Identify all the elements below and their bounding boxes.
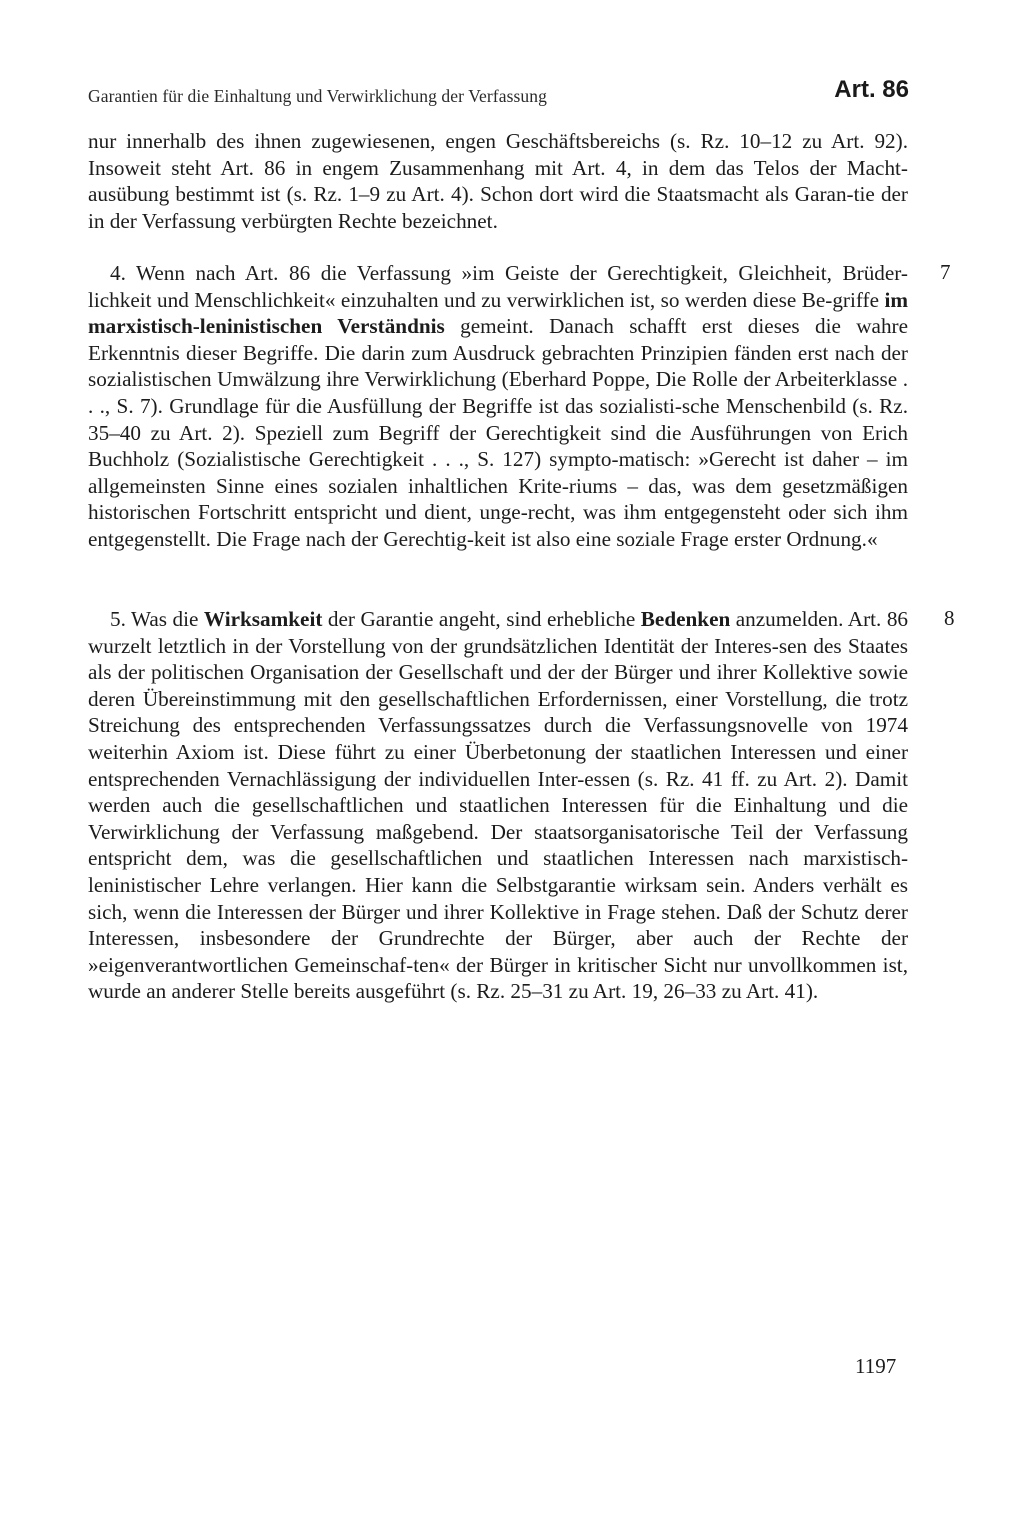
margin-number-7: 7 [940,260,951,284]
text-segment: 5. Was die [110,607,204,631]
running-head: Garantien für die Einhaltung und Verwirklichung der Verfassung [88,86,547,106]
paragraph-text [88,128,908,234]
emphasis-text: im marxistisch-leninistischen Verständnis [88,287,908,339]
article-label: Art. 86 [834,76,909,103]
emphasis-text: Wirksamkeit [203,607,323,631]
emphasis-text: Bedenken [640,607,731,631]
text-segment: der Garantie angeht, sind erhebliche [322,607,641,631]
page-number: 1197 [855,1354,897,1378]
paragraph-text [88,606,908,1005]
text-segment: nur innerhalb des ihnen zugewiesenen, engen Geschäftsbereichs (s. Rz. 10–12 zu Art. 92). Insoweit steht Art. 86 in engem Zusammenhang mit Art. 4, in dem das Telos der Macht-ausübung bestimmt ist (s. Rz. 1–9 zu Art. 4). Schon dort wird die Staatsmacht als Garan-tie der in der Verfassung verbürgten Rechte bezeichnet. [88,129,908,233]
paragraph-continued [88,128,908,234]
text-segment: anzumelden. Art. 86 wurzelt letztlich in der Vorstellung von der grundsätzlichen Identität der Interes-sen des Staates als der politischen Organisation der Gesellschaft und der der Bürger und ihrer Kollektive sowie deren Übereinstimmung mit den gesellschaftlichen Erfordernissen, einer Vorstellung, die trotz Streichung des entsprechenden Verfassungssatzes durch die Verfassungsnovelle von 1974 weiterhin Axiom ist. Diese führt zu einer Überbetonung der staatlichen Interessen und einer entsprechenden Vernachlässigung der individuellen Inter-essen (s. Rz. 41 ff. zu Art. 2). Damit werden auch die gesellschaftlichen und staatlichen Interessen für die Einhaltung und die Verwirklichung der Verfassung maßgebend. Der staatsorganisatorische Teil der Verfassung entspricht dem, was die gesellschaftlichen und staatlichen Interessen nach marxistisch-leninistischer Lehre verlangen. Hier kann die Selbstgarantie wirksam sein. Anders verhält es sich, wenn die Interessen der Bürger und ihrer Kollektive in Frage stehen. Daß der Schutz derer Interessen, insbesondere der Grundrechte der Bürger, aber auch der Rechte der »eigenverantwortlichen Gemeinschaf-ten« der Bürger in kritischer Sicht nur unvollkommen ist, wurde an anderer Stelle bereits ausgeführt (s. Rz. 25–31 zu Art. 19, 26–33 zu Art. 41). [88,607,909,1004]
paragraph-4 [88,260,908,553]
paragraph-5 [88,606,908,1005]
margin-number-8: 8 [944,606,955,630]
text-segment: 4. Wenn nach Art. 86 die Verfassung »im Geiste der Gerechtigkeit, Gleichheit, Brüder-lichkeit und Menschlichkeit« einzuhalten und zu verwirklichen ist, so werden diese Be-griffe [88,261,908,312]
text-segment: gemeint. Danach schafft erst dieses die wahre Erkenntnis dieser Begriffe. Die darin zum Ausdruck gebrachten Prinzipien fänden erst nach der sozialistischen Umwälzung ihre Verwirklichung (Eberhard Poppe, Die Rolle der Arbeiterklasse . . ., S. 7). Grundlage für die Ausfüllung der Begriffe ist das sozialisti-sche Menschenbild (s. Rz. 35–40 zu Art. 2). Speziell zum Begriff der Gerechtigkeit sind die Ausführungen von Erich Buchholz (Sozialistische Gerechtigkeit . . ., S. 127) sympto-matisch: »Gerecht ist daher – im allgemeinsten Sinne eines sozialen inhaltlichen Krite-riums – das, was dem gesetzmäßigen historischen Fortschritt entspricht und dient, unge-recht, was ihm entgegensteht oder sich ihm entgegenstellt. Die Frage nach der Gerechtig-keit ist also eine soziale Frage erster Ordnung.« [88,314,908,551]
paragraph-text [88,260,908,553]
